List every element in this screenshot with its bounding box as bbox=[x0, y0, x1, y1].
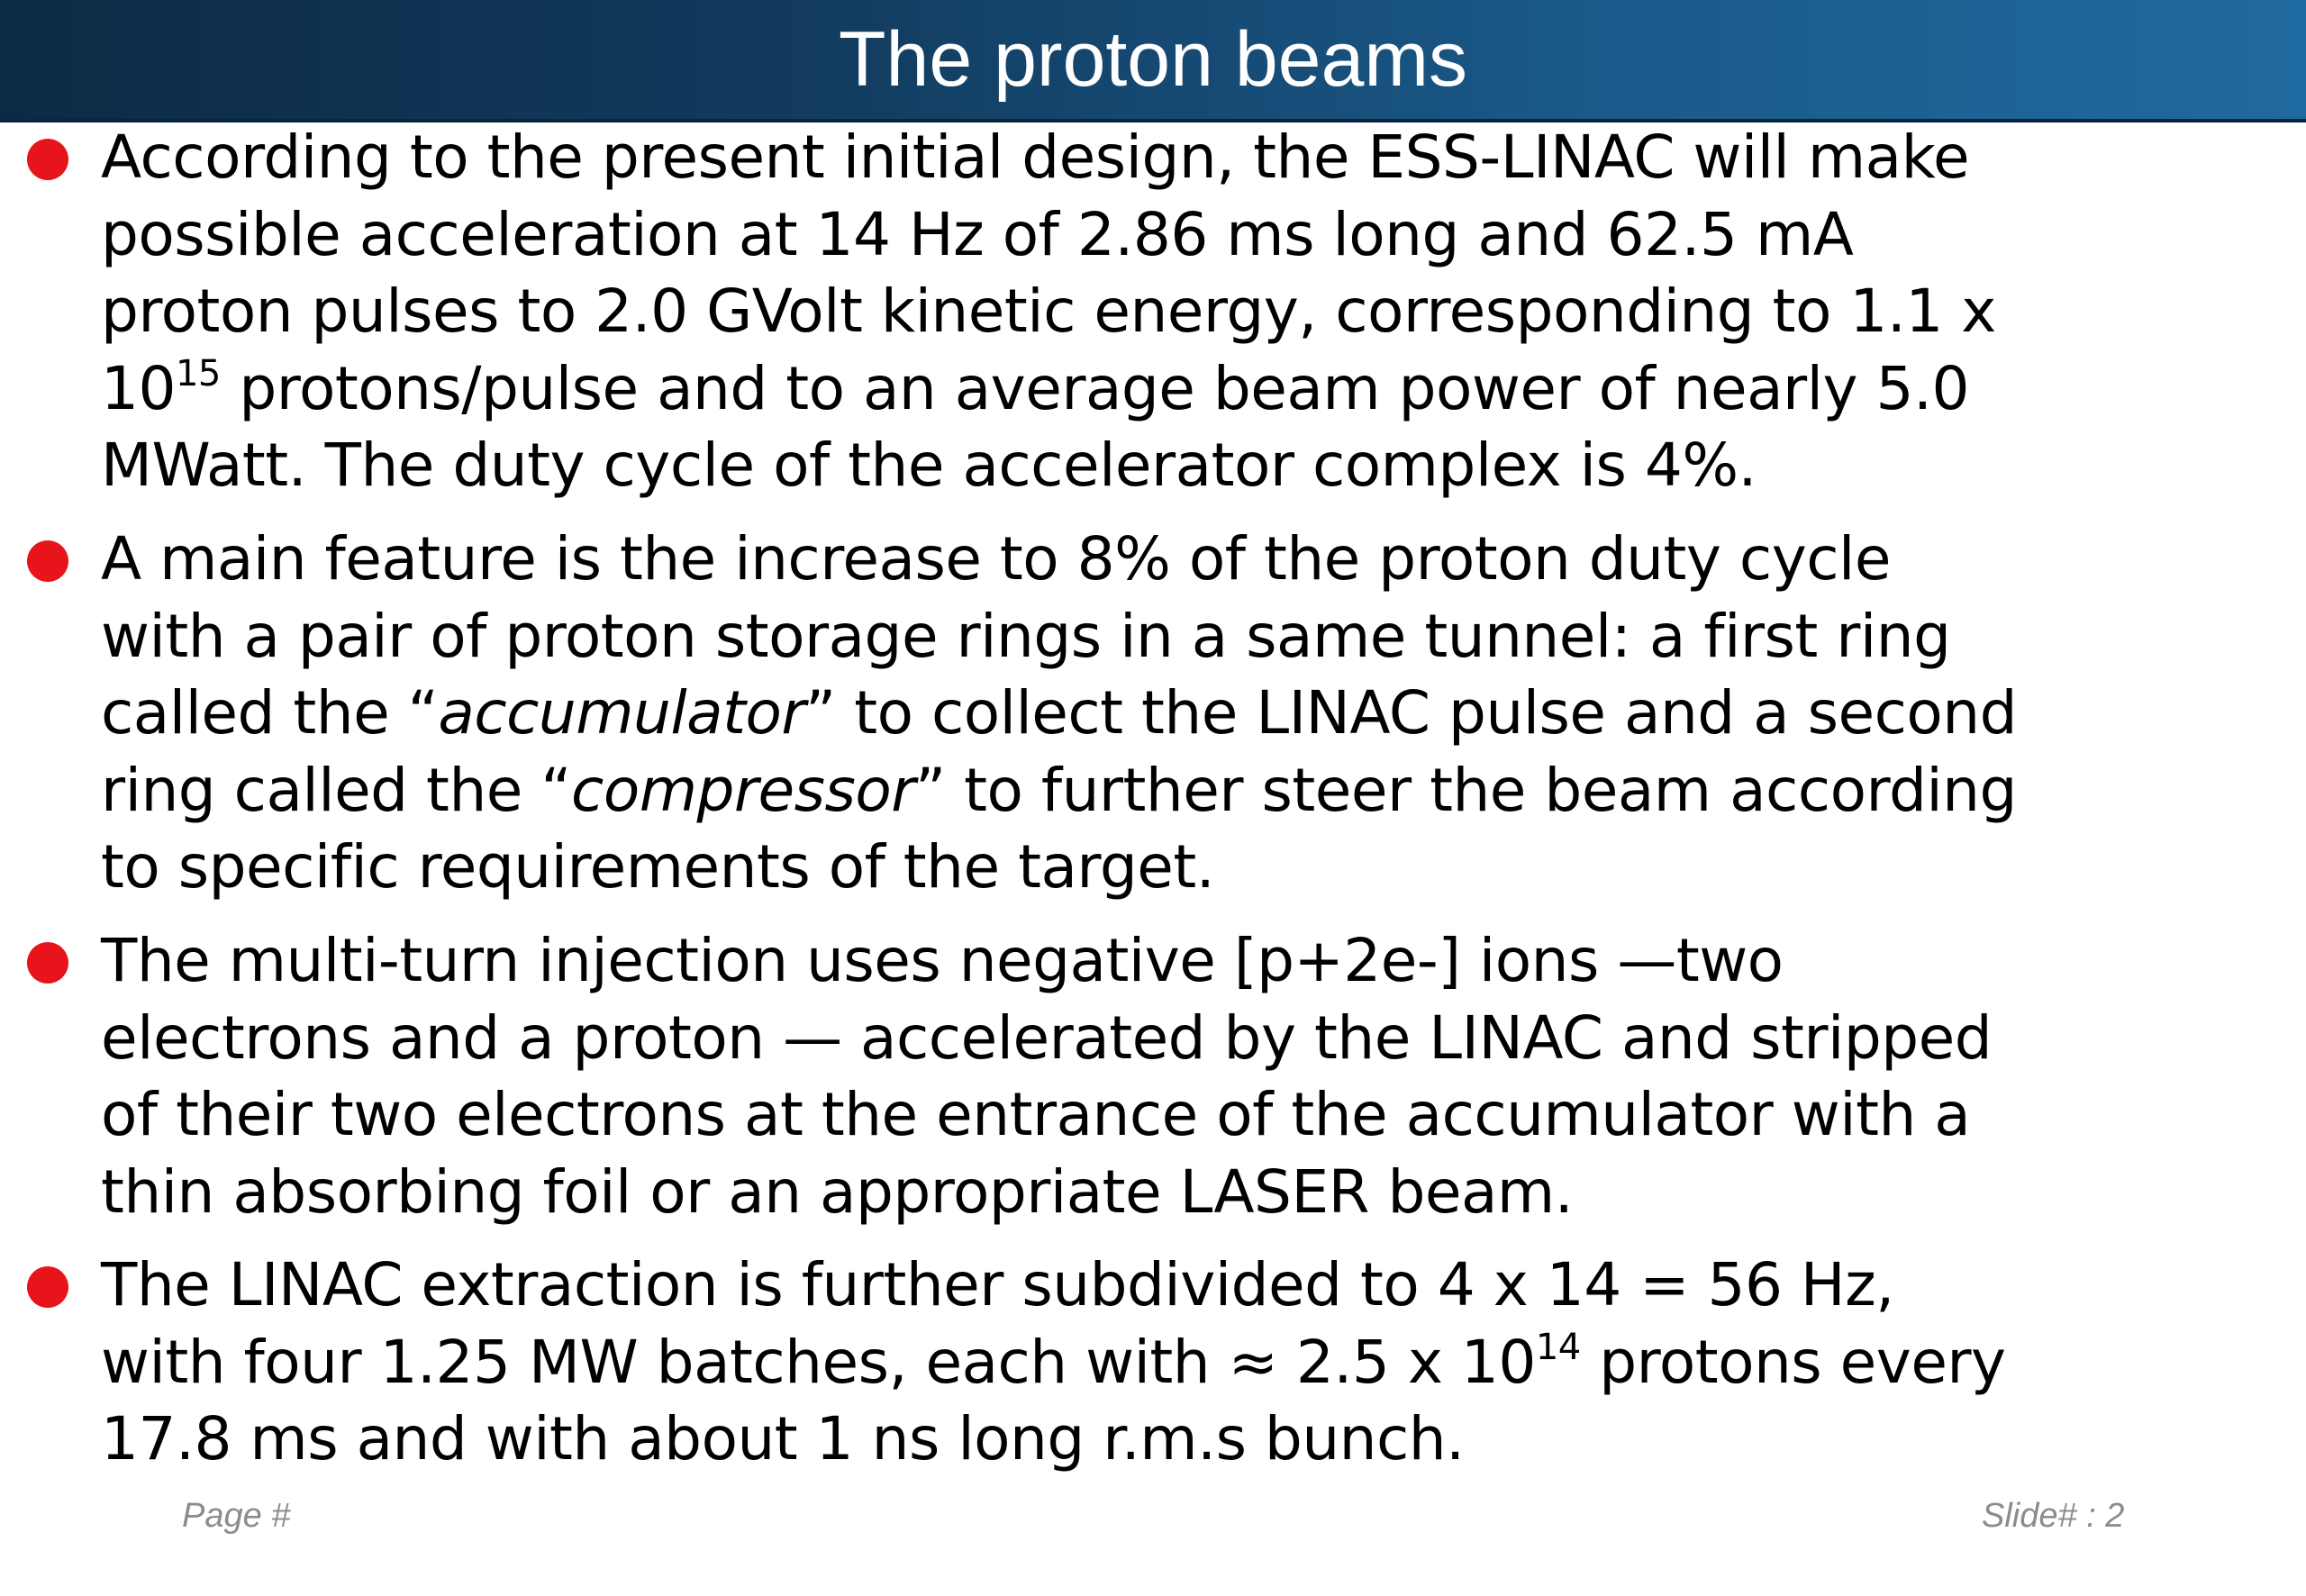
title-bar bbox=[0, 0, 2306, 122]
bullet-2-line-4-post: ” to further steer the beam according bbox=[914, 755, 2017, 825]
bullet-icon bbox=[27, 1266, 68, 1308]
slide-title: The proton beams bbox=[839, 16, 1467, 103]
bullet-2-line-5: to specific requirements of the target. bbox=[101, 832, 1215, 902]
bullet-4-line-2-pre: with four 1.25 MW batches, each with ≈ 2.5 x 10 bbox=[101, 1327, 1536, 1397]
bullet-1-line-3: proton pulses to 2.0 GVolt kinetic energy, corresponding to 1.1 x bbox=[101, 277, 1996, 346]
bullet-1-line-4 bbox=[101, 350, 2290, 428]
bullet-1-line-5: MWatt. The duty cycle of the accelerator complex is 4%. bbox=[101, 431, 1757, 500]
bullet-icon bbox=[27, 139, 68, 180]
bullet-text-3 bbox=[101, 922, 2290, 1230]
bullet-3-line-2: electrons and a proton — accelerated by the LINAC and stripped bbox=[101, 1002, 1993, 1073]
bullet-1-line-1: According to the present initial design, the ESS-LINAC will make bbox=[101, 122, 1970, 192]
footer-page-number: Page # bbox=[182, 1497, 291, 1535]
footer-slide-number: Slide# : 2 bbox=[1982, 1497, 2125, 1535]
bullet-2-line-4 bbox=[101, 752, 2290, 830]
bullet-text-1 bbox=[101, 119, 2290, 504]
bullet-4-line-2-post: protons every bbox=[1580, 1327, 2006, 1397]
bullet-2-line-2: with a pair of proton storage rings in a same tunnel: a first ring bbox=[101, 601, 1951, 671]
bullet-3-line-1: The multi-turn injection uses negative [p+2e-] ions —two bbox=[101, 926, 1784, 995]
compressor-term: compressor bbox=[571, 755, 915, 825]
accumulator-term: accumulator bbox=[438, 678, 806, 748]
bullet-1-exp-base: 10 bbox=[101, 353, 176, 423]
bullet-1-line-4-rest: protons/pulse and to an average beam power of nearly 5.0 bbox=[220, 353, 1970, 423]
bullet-3-line-4: thin absorbing foil or an appropriate LASER beam. bbox=[101, 1156, 1574, 1227]
bullet-3-line-3: of their two electrons at the entrance of the accumulator with a bbox=[101, 1080, 1971, 1149]
bullet-2-line-4-pre: ring called the “ bbox=[101, 755, 572, 825]
bullet-text-2 bbox=[101, 521, 2290, 906]
bullet-4-exponent: 14 bbox=[1535, 1326, 1581, 1368]
bullet-4-line-3: 17.8 ms and with about 1 ns long r.m.s bunch. bbox=[101, 1404, 1465, 1474]
bullet-4-line-2 bbox=[101, 1324, 2290, 1401]
bullet-4-line-1: The LINAC extraction is further subdivided to 4 x 14 = 56 Hz, bbox=[101, 1250, 1894, 1319]
bullet-icon bbox=[27, 942, 68, 984]
bullet-2-line-1: A main feature is the increase to 8% of the proton duty cycle bbox=[101, 524, 1891, 594]
bullet-2-line-3 bbox=[101, 675, 2290, 752]
bullet-1-line-2: possible acceleration at 14 Hz of 2.86 ms long and 62.5 mA bbox=[101, 199, 1854, 269]
bullet-text-4 bbox=[101, 1247, 2290, 1478]
bullet-2-line-3-post: ” to collect the LINAC pulse and a second bbox=[805, 678, 2017, 748]
bullet-2-line-3-pre: called the “ bbox=[101, 678, 439, 748]
bullet-icon bbox=[27, 540, 68, 582]
bullet-1-exponent: 15 bbox=[175, 352, 221, 394]
